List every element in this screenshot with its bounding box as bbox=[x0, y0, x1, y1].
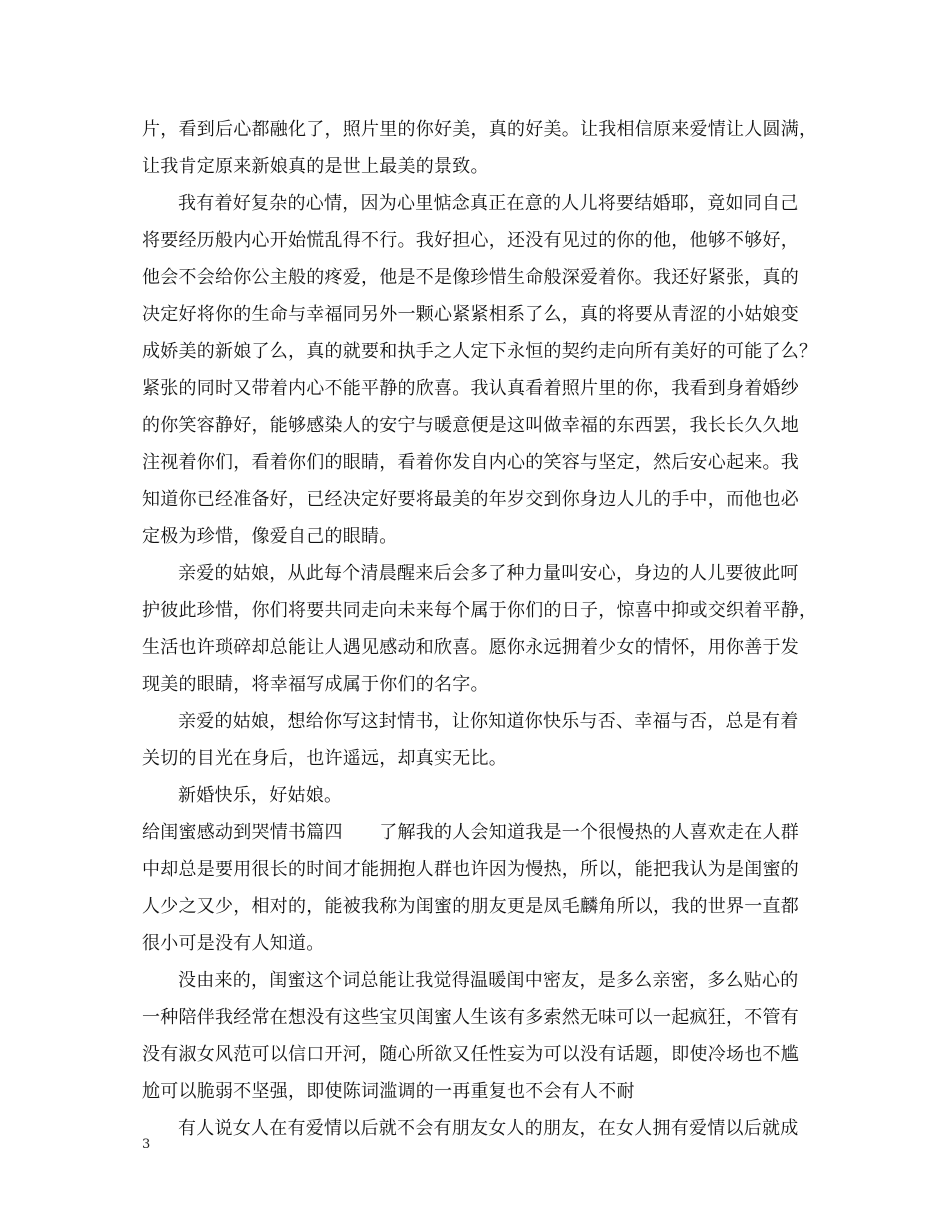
text-line: 一种陪伴我经常在想没有这些宝贝闺蜜人生该有多索然无味可以一起疯狂，不管有 bbox=[142, 1007, 799, 1028]
text-line: 没有淑女风范可以信口开河，随心所欲又任性妄为可以没有话题，即使冷场也不尴 bbox=[142, 1044, 799, 1065]
text-line: 他会不会给你公主般的疼爱，他是不是像珍惜生命般深爱着你。我还好紧张，真的 bbox=[142, 267, 799, 288]
text-line: 新婚快乐，好姑娘。 bbox=[178, 785, 343, 806]
text-line: 关切的目光在身后，也许遥远，却真实无比。 bbox=[142, 748, 507, 769]
text-line: 知道你已经准备好，已经决定好要将最美的年岁交到你身边人儿的手中，而他也必 bbox=[142, 489, 799, 510]
text-line: 有人说女人在有爱情以后就不会有朋友女人的朋友，在女人拥有爱情以后就成 bbox=[178, 1118, 799, 1139]
text-line: 生活也许琐碎却总能让人遇见感动和欣喜。愿你永远拥着少女的情怀，用你善于发 bbox=[142, 637, 799, 658]
text-line: 将要经历般内心开始慌乱得不行。我好担心，还没有见过的你的他，他够不够好， bbox=[142, 230, 799, 251]
page-number: 3 bbox=[142, 1137, 151, 1152]
text-line: 我有着好复杂的心情，因为心里惦念真正在意的人儿将要结婚耶，竟如同自己 bbox=[178, 193, 799, 214]
text-line: 护彼此珍惜，你们将要共同走向未来每个属于你们的日子，惊喜中抑或交织着平静， bbox=[142, 600, 818, 621]
text-line: 人少之又少，相对的，能被我称为闺蜜的朋友更是凤毛麟角所以，我的世界一直都 bbox=[142, 896, 799, 917]
text-line: 很小可是没有人知道。 bbox=[142, 933, 325, 954]
section-heading-line: 给闺蜜感动到哭情书篇四 了解我的人会知道我是一个很慢热的人喜欢走在人群 bbox=[142, 822, 799, 843]
text-line: 中却总是要用很长的时间才能拥抱人群也许因为慢热，所以，能把我认为是闺蜜的 bbox=[142, 859, 799, 880]
text-line: 亲爱的姑娘，想给你写这封情书，让你知道你快乐与否、幸福与否，总是有着 bbox=[178, 711, 799, 732]
text-line: 的你笑容静好，能够感染人的安宁与暖意便是这叫做幸福的东西罢，我长长久久地 bbox=[142, 415, 799, 436]
text-line: 没由来的，闺蜜这个词总能让我觉得温暖闺中密友，是多么亲密，多么贴心的 bbox=[178, 970, 799, 991]
text-line: 尬可以脆弱不坚强，即使陈词滥调的一再重复也不会有人不耐 bbox=[142, 1081, 635, 1102]
text-line: 紧张的同时又带着内心不能平静的欣喜。我认真看着照片里的你，我看到身着婚纱 bbox=[142, 378, 799, 399]
text-line: 注视着你们，看着你们的眼睛，看着你发自内心的笑容与坚定，然后安心起来。我 bbox=[142, 452, 799, 473]
text-line: 让我肯定原来新娘真的是世上最美的景致。 bbox=[142, 156, 489, 177]
text-line: 亲爱的姑娘，从此每个清晨醒来后会多了种力量叫安心，身边的人儿要彼此呵 bbox=[178, 563, 799, 584]
text-line: 成娇美的新娘了么，真的就要和执手之人定下永恒的契约走向所有美好的可能了么？ bbox=[142, 341, 818, 362]
text-line: 决定好将你的生命与幸福同另外一颗心紧紧相系了么，真的将要从青涩的小姑娘变 bbox=[142, 304, 799, 325]
text-line: 片，看到后心都融化了，照片里的你好美，真的好美。让我相信原来爱情让人圆满， bbox=[142, 119, 818, 140]
text-line: 定极为珍惜，像爱自己的眼睛。 bbox=[142, 526, 398, 547]
text-line: 现美的眼睛，将幸福写成属于你们的名字。 bbox=[142, 674, 489, 695]
